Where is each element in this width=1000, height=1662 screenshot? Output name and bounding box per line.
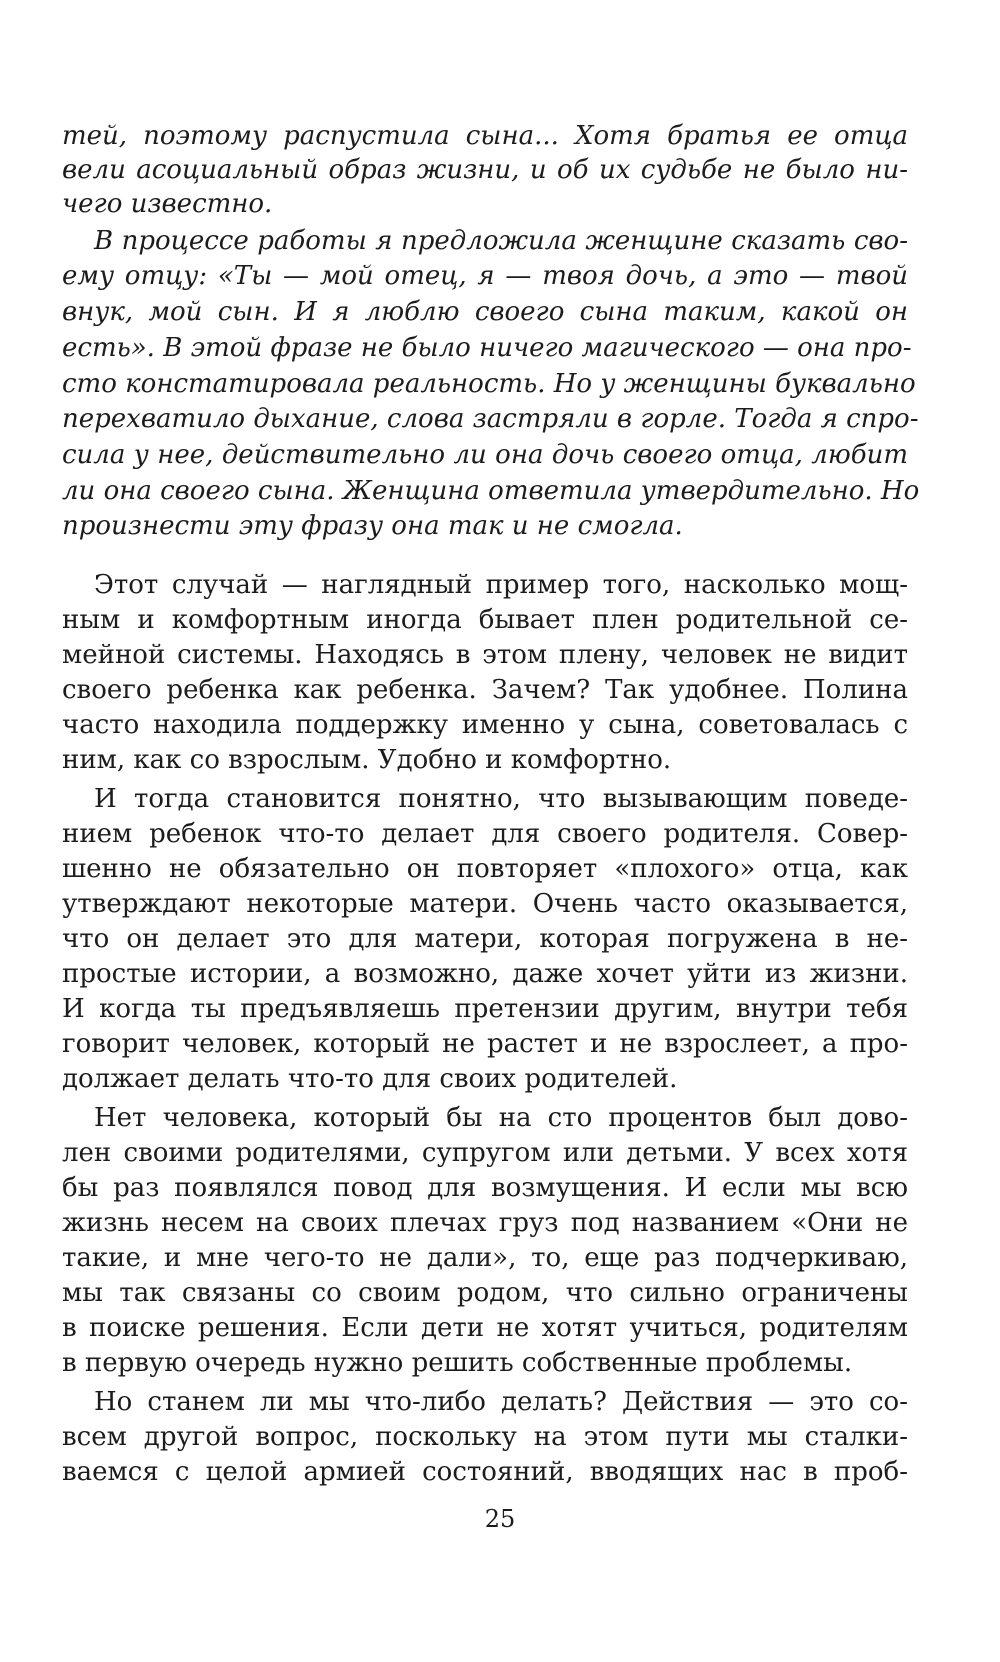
quote-line: внук, мой сын. И я люблю своего сына таким, какой он xyxy=(62,297,908,327)
paragraph-line: утверждают некоторые матери. Очень часто оказывается, xyxy=(62,889,908,919)
paragraph-line: шенно не обязательно он повторяет «плохого» отца, как xyxy=(62,854,908,884)
paragraph-line: должает делать что-то для своих родителей. xyxy=(62,1064,678,1094)
quote-block xyxy=(62,118,920,541)
quote-line: В процессе работы я предложила женщине сказать сво- xyxy=(94,226,908,256)
paragraph-line: И когда ты предъявляешь претензии другим, внутри тебя xyxy=(62,994,908,1024)
main-text xyxy=(62,567,908,1487)
paragraph-line: Нет человека, который бы на сто процентов был дово- xyxy=(94,1103,908,1133)
paragraph-line: мейной системы. Находясь в этом плену, человек не видит xyxy=(62,640,908,670)
quote-line: есть». В этой фразе не было ничего магического — она про- xyxy=(62,333,912,363)
quote-line: чего известно. xyxy=(62,189,273,219)
paragraph-line: нием ребенок что-то делает для своего родителя. Совер- xyxy=(62,819,908,849)
paragraph-line: ним, как со взрослым. Удобно и комфортно. xyxy=(62,745,672,775)
paragraph-line: простые истории, а возможно, даже хочет уйти из жизни. xyxy=(62,959,908,989)
quote-line: ли она своего сына. Женщина ответила утвердительно. Но xyxy=(62,476,920,506)
paragraph-line: что он делает это для матери, которая погружена в не- xyxy=(62,924,908,954)
quote-line: сто констатировала реальность. Но у женщины буквально xyxy=(62,369,916,399)
paragraph-line: говорит человек, который не растет и не взрослеет, а про- xyxy=(62,1029,908,1059)
quote-line: сила у нее, действительно ли она дочь своего отца, любит xyxy=(62,440,908,470)
paragraph-line: жизнь несем на своих плечах груз под названием «Они не xyxy=(62,1208,908,1238)
paragraph-line: И тогда становится понятно, что вызывающим поведе- xyxy=(94,784,908,814)
paragraph-line: мы так связаны со своим родом, что сильно ограничены xyxy=(62,1278,908,1308)
paragraph-line: часто находила поддержку именно у сына, советовалась с xyxy=(62,710,908,740)
quote-line: ему отцу: «Ты — мой отец, я — твоя дочь, а это — твой xyxy=(62,261,908,291)
paragraph-line: такие, и мне чего-то не дали», то, еще раз подчеркиваю, xyxy=(62,1243,908,1273)
quote-line: произнести эту фразу она так и не смогла. xyxy=(62,511,683,541)
paragraph-line: своего ребенка как ребенка. Зачем? Так удобнее. Полина xyxy=(62,675,908,705)
page-number: 25 xyxy=(484,1505,516,1533)
paragraph-line: всем другой вопрос, поскольку на этом пути мы сталки- xyxy=(62,1422,908,1452)
paragraph-line: Этот случай — наглядный пример того, насколько мощ- xyxy=(94,570,908,600)
paragraph-line: ваемся с целой армией состояний, вводящих нас в проб- xyxy=(62,1457,908,1487)
quote-line: тей, поэтому распустила сына... Хотя братья ее отца xyxy=(62,121,908,151)
paragraph-line: в поиске решения. Если дети не хотят учиться, родителям xyxy=(62,1313,908,1343)
quote-line: вели асоциальный образ жизни, и об их судьбе не было ни- xyxy=(62,155,908,185)
quote-line: перехватило дыхание, слова застряли в горле. Тогда я спро- xyxy=(62,404,919,434)
paragraph-line: Но станем ли мы что-либо делать? Действия — это со- xyxy=(94,1387,908,1417)
paragraph-line: ным и комфортным иногда бывает плен родительной се- xyxy=(62,605,908,635)
paragraph-line: в первую очередь нужно решить собственные проблемы. xyxy=(62,1348,853,1378)
paragraph-line: бы раз появлялся повод для возмущения. И если мы всю xyxy=(62,1173,908,1203)
paragraph-line: лен своими родителями, супругом или детьми. У всех хотя xyxy=(62,1138,908,1168)
